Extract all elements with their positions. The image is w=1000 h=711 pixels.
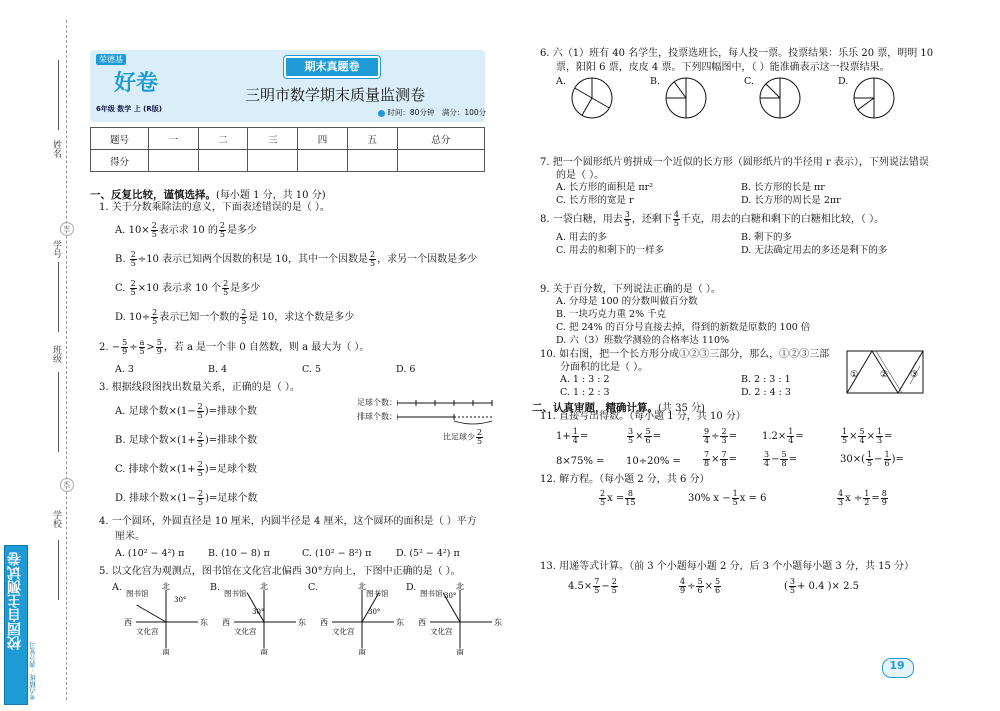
- binding-line: [66, 20, 67, 700]
- fraction: $\frac{2}{5}$: [477, 428, 483, 446]
- q1-stem: 1. 关于分数乘除法的意义，下面表述错误的是（ ）。: [99, 202, 330, 213]
- q11-row2-item2: 10÷20% =: [626, 456, 681, 467]
- class-line: [58, 372, 59, 452]
- east-label: 东: [200, 618, 208, 627]
- q6-option-b[interactable]: B.: [650, 76, 661, 87]
- pie-divider: [674, 82, 686, 98]
- palace-label: 文化宫: [332, 627, 355, 636]
- q8-option-b[interactable]: B. 剩下的多: [741, 232, 793, 243]
- q2-option-c[interactable]: C. 5: [302, 364, 322, 375]
- fraction: $\frac{2}{5}$: [370, 250, 376, 268]
- q4-option-c[interactable]: C. (10² − 8²) π: [302, 548, 372, 559]
- palace-label: 文化宫: [430, 627, 453, 636]
- q2-option-b[interactable]: B. 4: [208, 364, 228, 375]
- fraction: $\frac{3}{5}$: [789, 577, 795, 595]
- fraction: $\frac{2}{5}$: [223, 279, 229, 297]
- library-label: 图书馆: [366, 589, 389, 598]
- segment-note: 比足球少 $\frac{2}{5}$: [443, 428, 483, 446]
- q2-option-a[interactable]: A. 3: [115, 364, 134, 375]
- q4-stem2: 厘米。: [115, 531, 145, 542]
- fraction: $\frac{4}{3}$: [838, 489, 844, 507]
- score-table: [90, 127, 485, 172]
- fraction: $\frac{2}{5}$: [197, 431, 203, 449]
- fraction: $\frac{5}{4}$: [859, 427, 865, 445]
- section2-note: (共 35 分): [658, 403, 705, 414]
- q1-d-text: D. 10÷: [115, 312, 151, 323]
- q12-stem: 12. 解方程。（每小题 2 分，共 6 分）: [540, 474, 710, 485]
- score-cell[interactable]: [298, 150, 348, 172]
- north-label: 北: [456, 582, 464, 591]
- score-label: 满分：100分: [441, 108, 487, 117]
- q13-expression-2: $\frac{4}{9}$ ÷ $\frac{5}{6}$ × $\frac{5}{6}$: [680, 577, 721, 595]
- q5-option-c[interactable]: C.: [308, 582, 318, 593]
- fraction: $\frac{3}{4}$: [764, 450, 770, 468]
- q12-equation-3: $\frac{4}{3}$ x ÷ $\frac{1}{2}$ = $\frac{8}{9}$: [838, 489, 887, 507]
- score-cell[interactable]: [347, 150, 397, 172]
- fraction: $\frac{1}{2}$: [864, 489, 870, 507]
- angle-label: 30°: [444, 592, 457, 600]
- library-label: 图书馆: [126, 589, 149, 598]
- volley-label: 排球个数：: [357, 412, 397, 421]
- fraction: $\frac{2}{5}$: [219, 221, 225, 239]
- fraction: $\frac{5}{8}$: [781, 450, 787, 468]
- q11-row2-item3: $\frac{7}{8}$ × $\frac{7}{8}$ =: [704, 450, 737, 468]
- south-label: 南: [162, 648, 170, 655]
- fraction: $\frac{7}{8}$: [721, 450, 727, 468]
- q1-option-c[interactable]: [115, 280, 260, 297]
- q1-d-text: 表示已知一个数的: [159, 312, 240, 323]
- pie-divider: [592, 98, 609, 108]
- q1-d-text: 是 10，求这个数是多少: [248, 312, 355, 323]
- q5-option-b[interactable]: B.: [210, 582, 221, 593]
- q10-option-c[interactable]: C. 1 : 2 : 3: [560, 387, 610, 398]
- score-cell[interactable]: [397, 150, 484, 172]
- score-cell[interactable]: [248, 150, 298, 172]
- q4-option-d[interactable]: D. (5² − 4²) π: [396, 548, 460, 559]
- fraction: $\frac{4}{5}$: [673, 210, 679, 228]
- pie-divider: [858, 98, 874, 110]
- library-label: 图书馆: [224, 589, 247, 598]
- east-label: 东: [494, 618, 502, 627]
- angle-label: 30°: [368, 608, 381, 616]
- pie-divider: [575, 88, 592, 98]
- q1-option-d[interactable]: [115, 309, 354, 326]
- q11-row1-item4: 1.2× $\frac{1}{4}$ =: [762, 427, 804, 445]
- q5-option-d[interactable]: D.: [406, 582, 417, 593]
- compass-diagram: [118, 580, 210, 655]
- q6-stem2: 票，阳阳 6 票，皮皮 4 票。下列四幅图中，（ ）能准确表示这一投票结果。: [556, 62, 890, 73]
- region-3: ③: [910, 370, 919, 380]
- west-label: 西: [222, 618, 230, 627]
- north-label: 北: [358, 582, 366, 591]
- score-header-cell: 题号: [91, 128, 149, 150]
- q9-option-a[interactable]: A. 分母是 100 的分数叫做百分数: [556, 296, 698, 307]
- q9-option-b[interactable]: B. 一块巧克力重 2% 千克: [556, 309, 667, 320]
- q3-stem: 3. 根据线段图找出数量关系，正确的是（ ）。: [99, 382, 300, 393]
- pie-chart: [664, 76, 708, 120]
- palace-label: 文化宫: [136, 627, 159, 636]
- fraction: $\frac{3}{5}$: [628, 427, 634, 445]
- school-label: 学校: [51, 510, 61, 528]
- id-line: [58, 262, 59, 332]
- exam-title: 三明市数学期末质量监测卷: [244, 86, 425, 104]
- name-label: 姓名: [51, 140, 61, 158]
- clock-icon: [378, 110, 385, 117]
- pie-chart: [852, 76, 896, 120]
- east-label: 东: [298, 618, 306, 627]
- fraction: $\frac{2}{5}$: [197, 402, 203, 420]
- page-number: 19: [889, 659, 905, 672]
- fraction: $\frac{4}{9}$: [680, 577, 686, 595]
- score-header-cell: 四: [298, 128, 348, 150]
- q2-option-d[interactable]: D. 6: [396, 364, 416, 375]
- north-label: 北: [162, 582, 170, 591]
- pie-divider: [582, 98, 592, 115]
- score-cell[interactable]: [198, 150, 248, 172]
- fraction: $\frac{1}{5}$: [842, 427, 848, 445]
- pie-chart: [570, 76, 614, 120]
- q11-row2-item4: $\frac{3}{4}$ − $\frac{5}{8}$ =: [764, 450, 797, 468]
- binding-sidebar: [0, 0, 82, 711]
- fraction: $\frac{5}{6}$: [645, 427, 651, 445]
- q5-stem: 5. 以文化宫为观测点，图书馆在文化宫北偏西 30°方向上，下图中正确的是（ ）。: [99, 566, 461, 577]
- south-label: 南: [456, 648, 464, 655]
- q2-stem: 2. − $\frac{5}{9}$ ÷ $\frac{a}{5}$ > $\frac{5}{9}$ ，若 a 是一个非 0 自然数，则 a 最大为（ ）。: [99, 338, 370, 356]
- fraction: $\frac{2}{5}$: [130, 279, 136, 297]
- q11-row1-item2: $\frac{3}{5}$ × $\frac{5}{6}$ =: [628, 427, 661, 445]
- fraction: $\frac{2}{5}$: [130, 250, 136, 268]
- score-cell[interactable]: [149, 150, 199, 172]
- fraction: $\frac{7}{8}$: [704, 450, 710, 468]
- q12-equation-2: 30% x − $\frac{1}{5}$ x = 6: [688, 489, 767, 507]
- school-line: [58, 540, 59, 600]
- fraction: $\frac{a}{5}$: [139, 338, 145, 356]
- q13-expression-3: ( $\frac{3}{5}$ + 0.4 )× 2.5: [784, 577, 860, 595]
- east-label: 东: [396, 618, 404, 627]
- q4-option-a[interactable]: A. (10² − 4²) π: [115, 548, 185, 559]
- q1-a-text: A. 10×: [115, 225, 150, 236]
- q8-option-c[interactable]: C. 用去的和剩下的一样多: [556, 245, 664, 256]
- q5-compass-diagrams: [112, 580, 502, 655]
- q9-option-c[interactable]: C. 把 24% 的百分号直接去掉，得到的新数是原数的 100 倍: [556, 322, 811, 333]
- q13-expression-1: 4.5× $\frac{7}{5}$ − $\frac{2}{5}$: [568, 577, 617, 595]
- section1-title: 一、反复比较，谨慎选择。: [90, 189, 216, 201]
- score-header-cell: 总分: [397, 128, 484, 150]
- score-header-cell: 五: [347, 128, 397, 150]
- section2-title: 二、认真审题，精确计算。: [532, 402, 658, 414]
- fraction: $\frac{1}{5}$: [732, 489, 738, 507]
- compass-diagram: [412, 580, 504, 655]
- q7-option-a[interactable]: A. 长方形的面积是 πr²: [556, 182, 654, 193]
- section1-heading: [90, 183, 326, 202]
- library-label: 图书馆: [420, 589, 443, 598]
- fraction: $\frac{2}{5}$: [152, 308, 158, 326]
- score-header-row: [91, 128, 485, 150]
- q10-rectangle-diagram: [846, 350, 926, 396]
- fraction: $\frac{5}{9}$: [156, 338, 162, 356]
- q1-b-text: ÷10 表示已知两个因数的积是 10，其中一个因数是: [137, 254, 368, 265]
- q7-stem: 7. 把一个圆形纸片剪拼成一个近似的长方形（圆形纸片的半径用 r 表示），下列说法错误: [540, 157, 929, 168]
- q6-pie-options: [556, 74, 916, 122]
- q8-stem: 8. 一袋白糖，用去 $\frac{3}{5}$ ，还剩下 $\frac{4}{5}$ 千克，用去的白糖和剩下的白糖相比较，（ ）。: [540, 210, 885, 228]
- q1-option-b[interactable]: [115, 251, 477, 268]
- pie-divider: [766, 84, 780, 98]
- region-2: ②: [880, 370, 889, 380]
- q7-option-c[interactable]: C. 长方形的宽是 r: [556, 195, 634, 206]
- fraction: $\frac{1}{5}$: [867, 450, 873, 468]
- q6-option-a[interactable]: A.: [556, 76, 566, 87]
- q3-option-a[interactable]: A. 足球个数×(1− $\frac{2}{5}$ )=排球个数: [115, 402, 257, 420]
- fraction: $\frac{1}{3}$: [876, 427, 883, 445]
- q1-a-text: 表示求 10 的: [158, 225, 218, 236]
- seal-mark: 密: [60, 222, 74, 236]
- fraction: $\frac{5}{6}$: [714, 577, 721, 595]
- score-row-label: 得分: [91, 150, 149, 172]
- fraction: $\frac{2}{5}$: [197, 460, 203, 478]
- score-header-cell: 一: [149, 128, 199, 150]
- west-label: 西: [124, 618, 132, 627]
- brand-logo: 好卷: [114, 71, 159, 96]
- line-mark: 线: [60, 478, 74, 492]
- q11-row1-item1: 1+ $\frac{1}{4}$ =: [556, 427, 589, 445]
- q1-c-text: 是多少: [230, 283, 261, 294]
- q8-option-d[interactable]: D. 无法确定用去的多还是剩下的多: [741, 245, 888, 256]
- section1-note: (每小题 1 分，共 10 分): [216, 190, 326, 201]
- q3-option-d[interactable]: D. 排球个数×(1− $\frac{2}{5}$ )=足球个数: [115, 489, 258, 507]
- q12-equation-1: $\frac{2}{5}$ x = $\frac{8}{15}$: [600, 489, 636, 507]
- q4-option-b[interactable]: B. (10 − 8) π: [208, 548, 270, 559]
- west-label: 西: [418, 618, 426, 627]
- score-row: [91, 150, 485, 172]
- q10-stem2: 分面积的比是（ ）。: [560, 362, 649, 373]
- class-label: 班级: [51, 345, 61, 363]
- score-header-cell: 三: [248, 128, 298, 150]
- compass-diagram: [314, 580, 406, 655]
- q11-row1-item3: $\frac{9}{4}$ ÷ $\frac{2}{3}$ =: [704, 427, 737, 445]
- score-header-cell: 二: [198, 128, 248, 150]
- q3-segment-diagram: [357, 397, 497, 447]
- fraction: $\frac{7}{5}$: [594, 577, 600, 595]
- exam-badge: 期末真题卷: [284, 56, 380, 78]
- fraction: $\frac{3}{5}$: [624, 210, 630, 228]
- q7-stem2: 的是（ ）。: [556, 170, 605, 181]
- q10-stem: 10. 如右图，把一个长方形分成①②③三部分，那么，①②③三部: [540, 349, 830, 360]
- palace-label: 文化宫: [234, 627, 257, 636]
- series-title: 校园自主测试卷: [7, 552, 23, 650]
- fraction: $\frac{2}{5}$: [151, 221, 157, 239]
- north-label: 北: [260, 582, 268, 591]
- q7-option-b[interactable]: B. 长方形的长是 πr: [741, 182, 825, 193]
- fraction: $\frac{8}{9}$: [881, 489, 887, 507]
- pie-chart: [758, 76, 802, 120]
- series-sub: 考点精练 · 满分复习: [29, 641, 37, 700]
- q10-option-d[interactable]: D. 2 : 4 : 3: [741, 387, 791, 398]
- name-line: [58, 60, 59, 130]
- south-label: 南: [358, 648, 366, 655]
- q3-option-c[interactable]: C. 排球个数×(1+ $\frac{2}{5}$ )=足球个数: [115, 460, 258, 478]
- fraction: $\frac{1}{6}$: [884, 450, 890, 468]
- angle-label: 30°: [252, 608, 265, 616]
- soccer-label: 足球个数：: [357, 398, 397, 407]
- q6-stem: 6. 六（1）班有 40 名学生，投票选班长，每人投一票。投票结果：乐乐 20 票，明明 10: [540, 48, 934, 59]
- q10-option-a[interactable]: A. 1 : 3 : 2: [560, 374, 610, 385]
- fraction: $\frac{2}{5}$: [198, 489, 204, 507]
- q1-c-text: C.: [115, 283, 129, 294]
- south-label: 南: [260, 648, 268, 655]
- grade-label: 6年级 数学 上 (R版): [96, 105, 162, 113]
- q5-option-a[interactable]: A.: [112, 582, 122, 593]
- angle-label: 30°: [174, 596, 187, 604]
- q9-option-d[interactable]: D. 六（3）班数学测验的合格率达 110%: [556, 335, 730, 346]
- q6-option-c[interactable]: C.: [744, 76, 754, 87]
- fraction: $\frac{2}{3}$: [721, 427, 727, 445]
- time-label: 时间：80分钟: [387, 108, 435, 117]
- q1-c-text: ×10 表示求 10 个: [137, 283, 222, 294]
- q8-option-a[interactable]: A. 用去的多: [556, 232, 607, 243]
- fraction: $\frac{9}{4}$: [704, 427, 710, 445]
- q11-row1-item5: $\frac{1}{5}$ × $\frac{5}{4}$ × $\frac{1}{3}$ =: [842, 427, 893, 445]
- q6-option-d[interactable]: D.: [838, 76, 849, 87]
- q10-option-b[interactable]: B. 2 : 3 : 1: [741, 374, 791, 385]
- compass-diagram: [216, 580, 308, 655]
- fraction: $\frac{5}{6}$: [697, 577, 703, 595]
- west-label: 西: [320, 618, 328, 627]
- fraction: $\frac{1}{4}$: [788, 427, 794, 445]
- q4-stem: 4. 一个圆环，外圆直径是 10 厘米，内圆半径是 4 厘米，这个圆环的面积是（ ）平方: [99, 516, 477, 527]
- region-1: ①: [850, 370, 859, 380]
- fraction: $\frac{8}{15}$: [625, 489, 636, 507]
- fraction: $\frac{2}{5}$: [241, 308, 247, 326]
- q3-option-b[interactable]: B. 足球个数×(1+ $\frac{2}{5}$ )=排球个数: [115, 431, 258, 449]
- q1-b-text: ，求另一个因数是多少: [377, 254, 478, 265]
- q11-stem: 11. 直接写出得数。（每小题 1 分，共 10 分）: [540, 411, 746, 422]
- time-info: [378, 107, 486, 118]
- q13-stem: 13. 用递等式计算。（前 3 个小题每小题 2 分，后 3 个小题每小题 3 分，共 15 分）: [540, 561, 915, 572]
- publisher-label: 荣德基: [96, 54, 126, 65]
- q7-option-d[interactable]: D. 长方形的周长是 2πr: [741, 195, 841, 206]
- q1-option-a[interactable]: [115, 222, 257, 239]
- q1-b-text: B.: [115, 254, 129, 265]
- q11-row2-item5: 30×( $\frac{1}{5}$ − $\frac{1}{6}$ )=: [840, 450, 904, 468]
- id-label: 学号: [51, 240, 61, 258]
- q9-stem: 9. 关于百分数，下列说法正确的是（ ）。: [540, 284, 721, 295]
- fraction: $\frac{2}{5}$: [611, 577, 617, 595]
- q11-row2-item1: 8×75% =: [556, 456, 605, 467]
- fraction: $\frac{2}{5}$: [600, 489, 606, 507]
- q1-a-text: 是多少: [226, 225, 257, 236]
- fraction: $\frac{1}{4}$: [572, 427, 578, 445]
- fraction: $\frac{5}{9}$: [122, 338, 128, 356]
